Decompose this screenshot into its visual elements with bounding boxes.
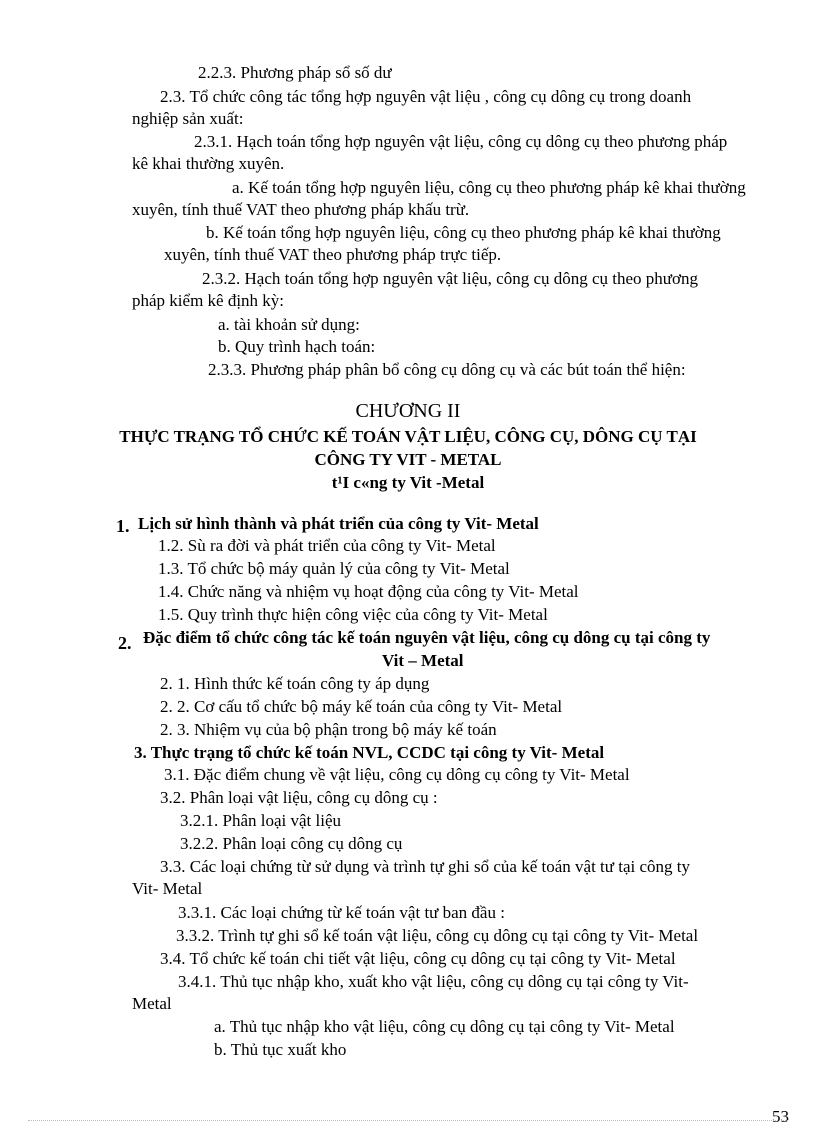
outline-2-3-1-line2: kê khai thường xuyên.	[132, 154, 285, 173]
section-1-item: 1.3. Tổ chức bộ máy quản lý của công ty Vit- Metal	[158, 559, 510, 578]
chapter-number: CHƯƠNG II	[355, 400, 461, 422]
outline-2-3-2-line1: 2.3.2. Hạch toán tổng hợp nguyên vật liệu, công cụ dông cụ theo phương	[202, 269, 699, 288]
section-2-item: 2. 3. Nhiệm vụ của bộ phận trong bộ máy kế toán	[160, 720, 497, 739]
section-2-number: 2.	[118, 633, 132, 653]
chapter-title-line1: THỰC TRẠNG TỔ CHỨC KẾ TOÁN VẬT LIỆU, CÔNG CỤ, DÔNG CỤ TẠI	[119, 427, 697, 446]
section-3-4-1b: b. Thủ tục xuất kho	[214, 1040, 347, 1059]
section-3-4: 3.4. Tổ chức kế toán chi tiết vật liệu, công cụ dông cụ tại công ty Vit- Metal	[160, 949, 676, 968]
section-1-title: Lịch sử hình thành và phát triển của công ty Vit- Metal	[138, 514, 539, 533]
footer-divider	[28, 1120, 788, 1121]
section-3-4-1a: a. Thủ tục nhập kho vật liệu, công cụ dông cụ tại công ty Vit- Metal	[214, 1017, 675, 1036]
outline-2-3-1b-line2: xuyên, tính thuế VAT theo phương pháp trực tiếp.	[164, 245, 502, 264]
outline-2-3-2a: a. tài khoản sử dụng:	[218, 315, 360, 334]
outline-2-3-line1: 2.3. Tổ chức công tác tổng hợp nguyên vật liệu , công cụ dông cụ trong doanh	[160, 87, 692, 106]
section-1-item: 1.5. Quy trình thực hiện công việc của công ty Vit- Metal	[158, 605, 548, 624]
section-3-3-line1: 3.3. Các loại chứng từ sử dụng và trình tự ghi sổ của kế toán vật tư tại công ty	[160, 857, 690, 876]
section-2-item: 2. 2. Cơ cấu tổ chức bộ máy kế toán của công ty Vit- Metal	[160, 697, 563, 716]
section-3-title: 3. Thực trạng tổ chức kế toán NVL, CCDC tại công ty Vit- Metal	[134, 743, 605, 762]
section-3-1: 3.1. Đặc điểm chung về vật liệu, công cụ dông cụ công ty Vit- Metal	[164, 765, 630, 784]
section-2-title-line2: Vit – Metal	[382, 651, 464, 670]
outline-2-3-1a-line1: a. Kế toán tổng hợp nguyên liệu, công cụ theo phương pháp kê khai thường	[232, 178, 746, 197]
outline-2-3-3: 2.3.3. Phương pháp phân bổ công cụ dông cụ và các bút toán thể hiện:	[208, 360, 686, 379]
outline-2-3-1a-line2: xuyên, tính thuế VAT theo phương pháp khấu trừ.	[132, 200, 470, 219]
section-3-2: 3.2. Phân loại vật liệu, công cụ dông cụ :	[160, 788, 438, 807]
section-2-title-line1: Đặc điểm tổ chức công tác kế toán nguyên vật liệu, công cụ dông cụ tại công ty	[143, 628, 711, 647]
section-1-item: 1.2. Sù ra đời và phát triển của công ty Vit- Metal	[158, 536, 496, 555]
outline-2-2-3: 2.2.3. Phương pháp sổ số dư	[198, 63, 392, 82]
outline-2-3-2-line2: pháp kiểm kê định kỳ:	[132, 291, 285, 310]
outline-2-3-1-line1: 2.3.1. Hạch toán tổng hợp nguyên vật liệu, công cụ dông cụ theo phương pháp	[194, 132, 728, 151]
outline-2-3-2b: b. Quy trình hạch toán:	[218, 337, 376, 356]
section-3-2-1: 3.2.1. Phân loại vật liệu	[180, 811, 342, 830]
section-3-3-1: 3.3.1. Các loại chứng từ kế toán vật tư ban đầu :	[178, 903, 505, 922]
chapter-subtitle: t¹I c«ng ty Vit -Metal	[331, 473, 485, 492]
chapter-title-line2: CÔNG TY VIT - METAL	[314, 450, 502, 469]
section-1-item: 1.4. Chức năng và nhiệm vụ hoạt động của công ty Vit- Metal	[158, 582, 579, 601]
page-number: 53	[772, 1107, 789, 1126]
section-3-3-line2: Vit- Metal	[132, 879, 203, 898]
section-2-item: 2. 1. Hình thức kế toán công ty áp dụng	[160, 674, 430, 693]
section-3-4-1-line1: 3.4.1. Thủ tục nhập kho, xuất kho vật liệu, công cụ dông cụ tại công ty Vit-	[178, 972, 689, 991]
outline-2-3-line2: nghiệp sản xuất:	[132, 109, 244, 128]
section-3-4-1-line2: Metal	[132, 994, 172, 1013]
outline-2-3-1b-line1: b. Kế toán tổng hợp nguyên liệu, công cụ theo phương pháp kê khai thường	[206, 223, 721, 242]
section-3-3-2: 3.3.2. Trình tự ghi sổ kế toán vật liệu, công cụ dông cụ tại công ty Vit- Metal	[176, 926, 699, 945]
section-3-2-2: 3.2.2. Phân loại công cụ dông cụ	[180, 834, 403, 853]
section-1-number: 1.	[116, 516, 130, 536]
